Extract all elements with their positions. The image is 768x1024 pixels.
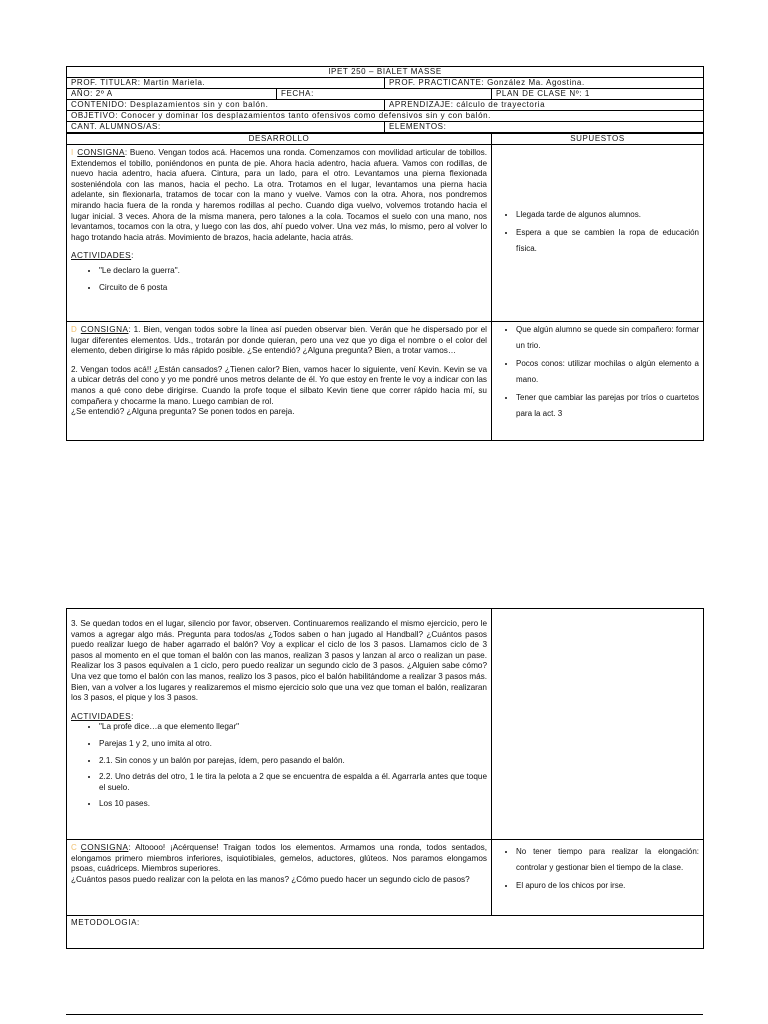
prof-practicante: PROF. PRACTICANTE: González Ma. Agostina.: [385, 78, 704, 89]
supuestos-ejercicio-3: [492, 609, 704, 840]
metodologia-field: METODOLOGIA:: [67, 916, 704, 949]
col-supuestos-header: SUPUESTOS: [492, 134, 704, 145]
supuestos-desarrollo: [492, 322, 704, 441]
supuesto-item: • Llegada tarde de algunos alumnos.: [516, 207, 699, 223]
supuesto-item: • Que algún alumno se quede sin compañero: formar un trio.: [516, 322, 699, 353]
section-cierre: [67, 840, 492, 916]
consigna-text: : 1. Bien, vengan todos sobre la línea así pueden observar bien. Verán que he dispersado por el lugar diferentes elementos. Uds., trotarán por donde quieran, pero una vez que yo diga el nombre o el color del elemento, deben dirigirse lo más rápido posible. ¿Se entendió? ¿Alguna pregunta? Bien, a trotar vamos…: [71, 325, 487, 356]
section-desarrollo: [67, 322, 492, 441]
actividad-item: • Los 10 pases.: [99, 799, 487, 810]
actividad-item: • 2.2. Uno detrás del otro, 1 le tira la pelota a 2 que se encuentra de espalda a él. Agarrarla antes que toque el suelo.: [99, 772, 487, 793]
supuesto-item: • No tener tiempo para realizar la elongación: controlar y gestionar bien el tiempo de la clase.: [516, 844, 699, 875]
col-desarrollo-header: DESARROLLO: [67, 134, 492, 145]
page-bottom-rule: [66, 1014, 703, 1015]
supuestos-cierre: [492, 840, 704, 916]
prof-titular: PROF. TITULAR: Martin Mariela.: [67, 78, 385, 89]
lesson-plan-table-page1: [66, 66, 703, 441]
consigna-text: : Altoooo! ¡Acérquense! Traigan todos los elementos. Armamos una ronda, todos sentados, elongamos primero miembros inferiores, isquiotibiales, gemelos, aductores, glúteos. Nos paramos elongamos psoas, cuádriceps. Miembros superiores.: [71, 843, 487, 874]
elementos-field: ELEMENTOS:: [385, 122, 704, 133]
actividad-item: • "La profe dice…a que elemento llegar": [99, 722, 487, 733]
consigna-paragraph: 3. Se quedan todos en el lugar, silencio por favor, observen. Continuaremos realizando el mismo ejercicio, pero le vamos a agregar algo más. Pregunta para todos/as ¿Todos saben o han jugado al Handball? ¿Cuántos pasos puedo realizar luego de haber agarrado el balón? Voy a explicar el ciclo de los 3 pasos. Llamamos ciclo de 3 pasos al momento en el que toman el balón con las manos, realizan 3 pasos y lanzan al arco o realizan un pase. Realizar los 3 pasos equivalen a 1 ciclo, pero puedo realizar un segundo ciclo de 3 pasos. ¿Alguien sabe cómo? Una vez que tomo el balón con las manos, realizo los 3 pasos, pico el balón habilitándome a realizar 3 pasos más. Bien, van a volver a los lugares y realizaremos el mismo ejercicio solo que una vez que toman el balón, realizaran los 3 pasos, el pique y los 3 pasos.: [71, 619, 487, 703]
actividad-item: • 2.1. Sin conos y un balón por parejas, ídem, pero pasando el balón.: [99, 756, 487, 767]
consigna-paragraph: ¿Cuántos pasos puedo realizar con la pelota en las manos? ¿Cómo puedo hacer un segundo ciclo de pasos?: [71, 874, 470, 884]
actividades-label: ACTIVIDADES: [71, 251, 132, 261]
consigna-text: : Bueno. Vengan todos acá. Hacemos una ronda. Comenzamos con movilidad articular de tobillos. Extendemos el tobillo, poniéndonos en punta de pie. Ahora hacia adentro, hacia afuera. Vamos con rodillas, de nuevo hacia adentro, hacia afuera. Cintura, para un lado, para el otro. Levantamos una pierna flexionada sosteniéndola con las manos, hacia el pecho. La otra. Trotamos en el lugar, levantamos una pierna hacia adelante, sin flexionarla, tratamos de tocar con la mano y vuelve. Vamos con la otra. Ahora, nos pondremos mirando hacia fuera de la ronda y haremos rodillas al pecho. Cuando diga vuelvo, volvemos trotando hacia el lugar inicial. 3 veces. Ahora de la misma manera, pero talones a la cola. Tocamos el suelo con una mano, nos levantamos, tocamos con la otra, y luego con las dos, ahí puedo volver. Una vez más, lo mismo, pero al volver lo hago trotando hacia atrás. Movimiento de brazos, hacia adelante, hacia atrás.: [71, 148, 487, 242]
supuestos-inicio: [492, 145, 704, 322]
section-inicio: I CONSIGNA: Bueno. Vengan todos acá. Hacemos una ronda. Comenzamos con movilidad articular de tobillos. Extendemos el tobillo, poniéndonos en punta de pie. Ahora hacia adentro, hacia afuera. Vamos con rodillas, de nuevo hacia adentro, hacia afuera. Cintura, para un lado, para el otro. Levantamos una pierna flexionada sosteniéndola con las manos, hacia el pecho. La otra. Trotamos en el lugar, levantamos una pierna hacia adelante, sin flexionarla, tratamos de tocar con la mano y vuelve. Vamos con la otra. Ahora, nos pondremos mirando hacia fuera de la ronda y haremos rodillas al pecho. Cuando diga vuelvo, volvemos trotando hacia el lugar inicial. 3 veces. Ahora de la misma manera, pero talones a la cola. Tocamos el suelo con una mano, nos levantamos, tocamos con la otra, y luego con las dos, ahí puedo volver. Una vez más, lo mismo, pero al volver lo hago trotando hacia atrás. Movimiento de brazos, hacia adelante, hacia atrás. ACTIVIDADES: • "Le declaro la guerra". • Circuito de 6 posta: [67, 145, 492, 322]
plan-field: PLAN DE CLASE Nº: 1: [492, 89, 704, 100]
supuesto-item: • El apuro de los chicos por irse.: [516, 878, 699, 894]
anio-field: AÑO: 2º A: [67, 89, 277, 100]
actividad-item: • "Le declaro la guerra".: [99, 266, 487, 277]
consigna-paragraph: 2. Vengan todos acá!! ¿Están cansados? ¿Tienen calor? Bien, vamos hacer lo siguiente, vení Kevin. Kevin se va a ubicar detrás del cono y yo me pondré unos metros delante de él. Yo que estoy en frente le voy a indicar con las manos a qué cono debe dirigirse. Cuando la profe toque el silbato Kevin tiene que correr rápido hacia mí, su compañera y chocarme la mano. Luego cambian de rol.: [71, 364, 487, 406]
consigna-paragraph: ¿Se entendió? ¿Alguna pregunta? Se ponen todos en pareja.: [71, 407, 295, 417]
supuesto-item: • Tener que cambiar las parejas por tríos o cuartetos para la act. 3: [516, 390, 699, 421]
actividad-item: • Circuito de 6 posta: [99, 283, 487, 294]
supuesto-item: • Espera a que se cambien la ropa de educación física.: [516, 225, 699, 256]
objetivo-field: OBJETIVO: Conocer y dominar los desplazamientos tanto ofensivos como defensivos sin y con balón.: [67, 111, 704, 122]
section-marker: D: [71, 325, 77, 334]
aprendizaje-field: APRENDIZAJE: cálculo de trayectoria: [385, 100, 704, 111]
consigna-label: CONSIGNA: [77, 148, 125, 157]
fecha-field: FECHA:: [277, 89, 492, 100]
actividad-item: • Parejas 1 y 2, uno imita al otro.: [99, 739, 487, 750]
section-ejercicio-3: 3. Se quedan todos en el lugar, silencio por favor, observen. Continuaremos realizando el mismo ejercicio, pero le vamos a agregar algo más. Pregunta para todos/as ¿Todos saben o han jugado al Handball? ¿Cuántos pasos puedo realizar luego de haber agarrado el balón? Voy a explicar el ciclo de los 3 pasos. Llamamos ciclo de 3 pasos al momento en el que toman el balón con las manos, realizan 3 pasos y lanzan al arco o realizan un pase. Realizar los 3 pasos equivalen a 1 ciclo, pero puedo realizar un segundo ciclo de 3 pasos. ¿Alguien sabe cómo? Una vez que tomo el balón con las manos, realizo los 3 pasos, pico el balón habilitándome a realizar 3 pasos más. Bien, van a volver a los lugares y realizaremos el mismo ejercicio solo que una vez que toman el balón, realizaran los 3 pasos, el pique y los 3 pasos. ACTIVIDADES: • "La profe dice…a que elemento llegar" • Parejas 1 y 2, uno imita al otro. • 2.1. Sin conos y un balón por parejas, ídem, pero pasando el balón. • 2.2. Uno detrás del otro, 1 le tira la pelota a 2 que se encuentra de espalda a él. Agarrarla antes que toque el suelo. • Los 10 pases.: [67, 609, 492, 840]
document-title: IPET 250 – BIALET MASSE: [67, 67, 704, 78]
lesson-plan-table-page2: [66, 608, 703, 949]
section-marker: C: [71, 843, 77, 852]
actividades-label: ACTIVIDADES: [71, 711, 132, 721]
contenido-field: CONTENIDO: Desplazamientos sin y con balón.: [67, 100, 385, 111]
consigna-label: CONSIGNA: [80, 325, 129, 334]
section-marker: I: [71, 148, 74, 157]
consigna-label: CONSIGNA: [80, 843, 129, 852]
alumnos-field: CANT. ALUMNOS/AS:: [67, 122, 385, 133]
supuesto-item: • Pocos conos: utilizar mochilas o algún elemento a mano.: [516, 356, 699, 387]
